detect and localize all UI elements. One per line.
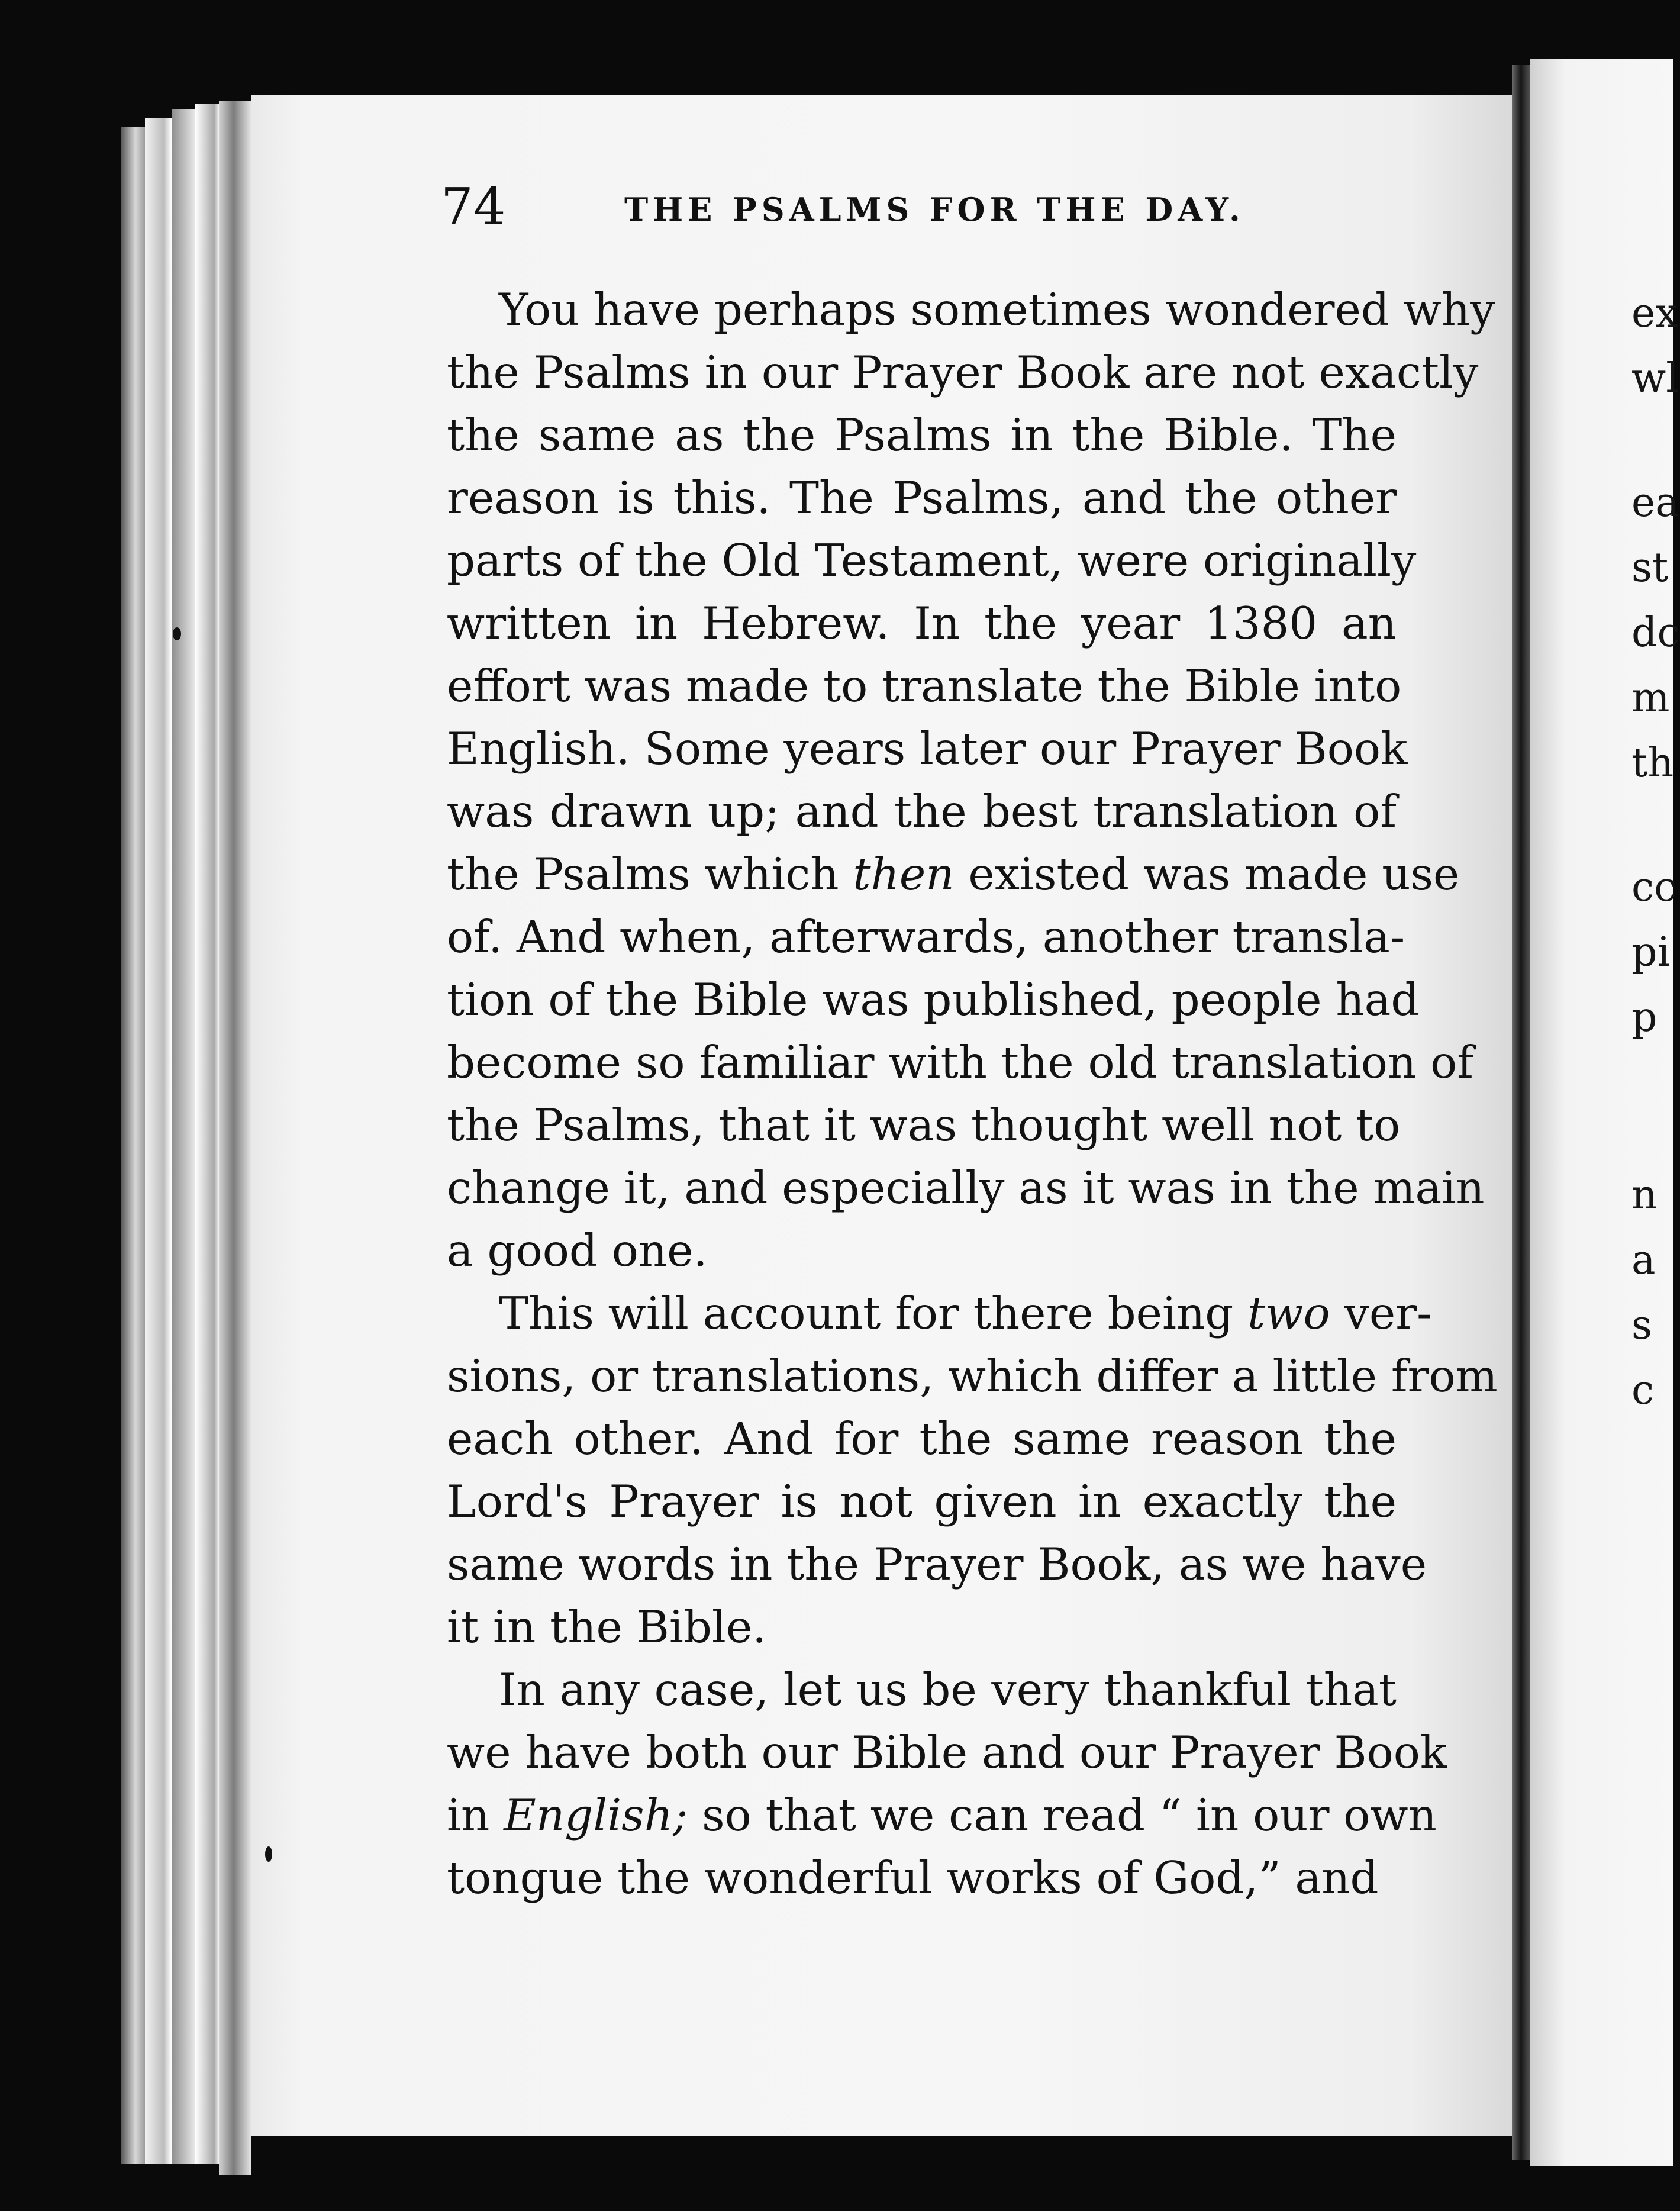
facing-page-fragment: ex xyxy=(1631,290,1678,337)
text-line: tion of the Bible was published, people had xyxy=(447,974,1420,1026)
facing-page-fragment: pi xyxy=(1631,929,1671,976)
italic-word: two xyxy=(1247,1287,1330,1339)
text-segment: This will account for there being xyxy=(499,1287,1248,1339)
text-line: English. Some years later our Prayer Book xyxy=(447,723,1408,775)
text-line: each other. And for the same reason the xyxy=(447,1413,1397,1465)
text-line: You have perhaps sometimes wondered why xyxy=(499,283,1495,336)
text-line: change it, and especially as it was in the main xyxy=(447,1162,1485,1214)
text-line xyxy=(447,843,1460,905)
body-text xyxy=(447,278,1498,1909)
ink-speck xyxy=(173,627,181,640)
text-line: the same as the Psalms in the Bible. The xyxy=(447,409,1397,461)
facing-page-fragment: m xyxy=(1631,675,1670,721)
running-title: THE PSALMS FOR THE DAY. xyxy=(624,191,1245,228)
page-edge xyxy=(195,104,219,2164)
facing-page-fragment: dc xyxy=(1631,610,1680,656)
facing-page-fragment: st xyxy=(1631,544,1669,591)
text-line: sions, or translations, which differ a little from xyxy=(447,1350,1498,1402)
facing-page-fragment: p xyxy=(1631,994,1658,1041)
ink-speck xyxy=(265,1846,272,1862)
facing-page-fragment: c xyxy=(1631,1367,1655,1414)
text-line: a good one. xyxy=(447,1224,708,1277)
text-line: tongue the wonderful works of God,” and xyxy=(447,1852,1379,1904)
text-line: Lord's Prayer is not given in exactly the xyxy=(447,1475,1397,1527)
book-gutter xyxy=(1512,65,1530,2160)
facing-page-fragment: a xyxy=(1631,1237,1656,1284)
text-segment: existed was made use xyxy=(954,848,1460,900)
text-line: parts of the Old Testament, were originally xyxy=(447,534,1417,586)
page-edge xyxy=(145,118,172,2164)
text-line: of. And when, afterwards, another transla- xyxy=(447,911,1405,963)
facing-page-fragment: ea xyxy=(1631,479,1679,526)
facing-page-fragment: n xyxy=(1631,1172,1658,1219)
facing-page xyxy=(1530,59,1680,2166)
text-line: the Psalms in our Prayer Book are not exactly xyxy=(447,346,1479,398)
page-edge xyxy=(121,127,145,2164)
text-line: it in the Bible. xyxy=(447,1601,767,1653)
text-segment: the Psalms which xyxy=(447,848,853,900)
text-line: was drawn up; and the best translation of xyxy=(447,785,1397,837)
text-line: we have both our Bible and our Prayer Book xyxy=(447,1726,1447,1778)
page-edge xyxy=(219,101,251,2175)
text-line: the Psalms, that it was thought well not to xyxy=(447,1099,1401,1151)
page-edge xyxy=(172,109,195,2164)
text-line xyxy=(447,1282,1432,1345)
facing-page-fragment: wl xyxy=(1631,355,1679,402)
italic-word: then xyxy=(853,848,955,900)
page-header xyxy=(441,178,1411,237)
text-line: reason is this. The Psalms, and the other xyxy=(447,472,1397,524)
paragraph xyxy=(447,1658,1447,1909)
text-line: written in Hebrew. In the year 1380 an xyxy=(447,597,1397,649)
paragraph xyxy=(447,278,1495,1282)
text-segment: ver- xyxy=(1330,1287,1432,1339)
text-line xyxy=(447,1784,1437,1846)
text-line: effort was made to translate the Bible into xyxy=(447,660,1402,712)
text-line: same words in the Prayer Book, as we have xyxy=(447,1538,1427,1590)
italic-word: English; xyxy=(504,1789,688,1841)
text-line: become so familiar with the old translation of xyxy=(447,1036,1473,1088)
facing-page-fragment: cc xyxy=(1631,864,1677,911)
facing-page-fragment: th xyxy=(1631,740,1674,787)
paragraph xyxy=(447,1282,1498,1658)
text-line: In any case, let us be very thankful that xyxy=(499,1664,1397,1716)
text-segment: so that we can read “ in our own xyxy=(688,1789,1437,1841)
text-segment: in xyxy=(447,1789,504,1841)
page-number: 74 xyxy=(441,178,506,237)
facing-page-fragment: s xyxy=(1631,1302,1652,1349)
